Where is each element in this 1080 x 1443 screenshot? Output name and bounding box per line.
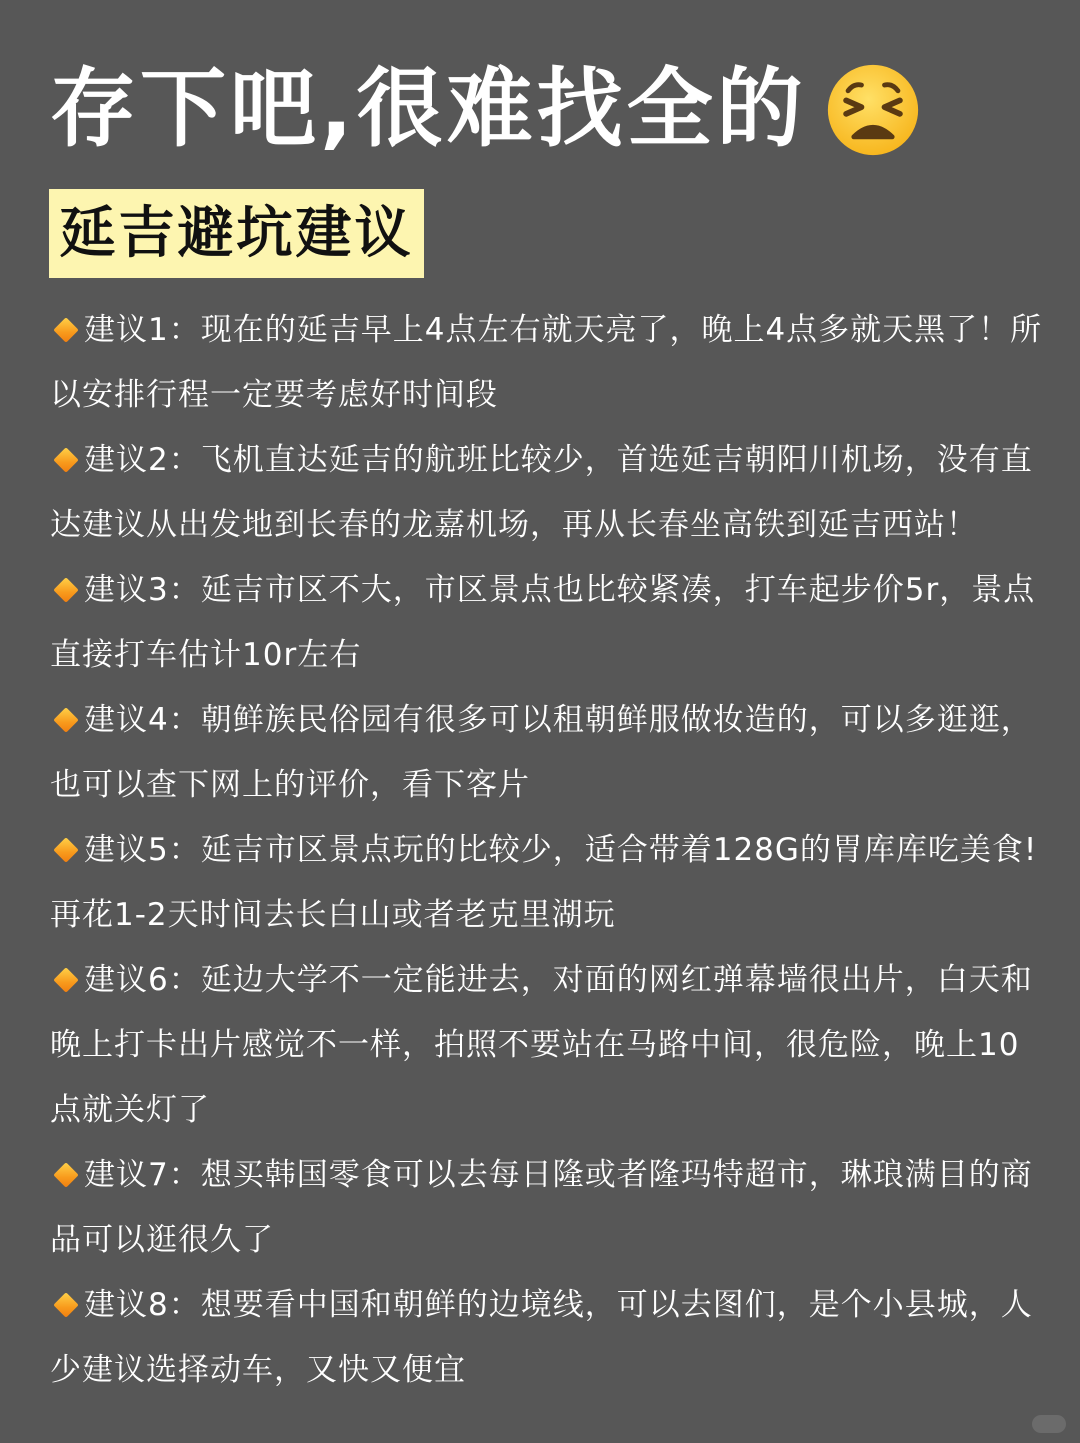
tip-text: 现在的延吉早上4点左右就天亮了，晚上4点多就天黑了！所以安排行程一定要考虑好时间段 (50, 312, 1043, 413)
watermark-badge (1032, 1415, 1066, 1433)
orange-diamond-icon (53, 1162, 78, 1187)
title-row (50, 52, 921, 167)
tip-item (50, 1273, 1045, 1403)
tip-label: 建议6： (84, 962, 201, 998)
orange-diamond-icon (53, 1292, 78, 1317)
tip-item (50, 428, 1045, 558)
orange-diamond-icon (53, 967, 78, 992)
tip-text: 朝鲜族民俗园有很多可以租朝鲜服做妆造的，可以多逛逛，也可以查下网上的评价，看下客片 (50, 702, 1033, 803)
tip-item (50, 688, 1045, 818)
tip-item (50, 1143, 1045, 1273)
tip-label: 建议1： (84, 312, 201, 348)
tip-item (50, 298, 1045, 428)
tip-text: 延边大学不一定能进去，对面的网红弹幕墙很出片，白天和晚上打卡出片感觉不一样，拍照不要站在马路中间，很危险，晚上10点就关灯了 (50, 962, 1033, 1128)
orange-diamond-icon (53, 577, 78, 602)
tip-text: 延吉市区景点玩的比较少，适合带着128G的胃库库吃美食!再花1-2天时间去长白山或者老克里湖玩 (50, 832, 1038, 933)
tip-item (50, 948, 1045, 1143)
orange-diamond-icon (53, 317, 78, 342)
orange-diamond-icon (53, 707, 78, 732)
tip-text: 飞机直达延吉的航班比较少，首选延吉朝阳川机场，没有直达建议从出发地到长春的龙嘉机场，再从长春坐高铁到延吉西站！ (50, 442, 1033, 543)
tip-text: 延吉市区不大，市区景点也比较紧凑，打车起步价5r，景点直接打车估计10r左右 (50, 572, 1036, 673)
tip-label: 建议7： (84, 1157, 201, 1193)
tip-label: 建议5： (84, 832, 201, 868)
tip-label: 建议4： (84, 702, 201, 738)
tip-text: 想要看中国和朝鲜的边境线，可以去图们，是个小县城，人少建议选择动车，又快又便宜 (50, 1287, 1033, 1388)
tips-list (50, 298, 1045, 1403)
tip-label: 建议3： (84, 572, 201, 608)
tired-face-icon (825, 62, 921, 158)
page-title: 存下吧,很难找全的 (50, 59, 807, 159)
tip-text: 想买韩国零食可以去每日隆或者隆玛特超市，琳琅满目的商品可以逛很久了 (50, 1157, 1033, 1258)
tip-item (50, 558, 1045, 688)
orange-diamond-icon (53, 447, 78, 472)
tip-label: 建议2： (84, 442, 201, 478)
section-title-badge: 延吉避坑建议 (49, 189, 424, 278)
tip-item (50, 818, 1045, 948)
orange-diamond-icon (53, 837, 78, 862)
tip-label: 建议8： (84, 1287, 201, 1323)
